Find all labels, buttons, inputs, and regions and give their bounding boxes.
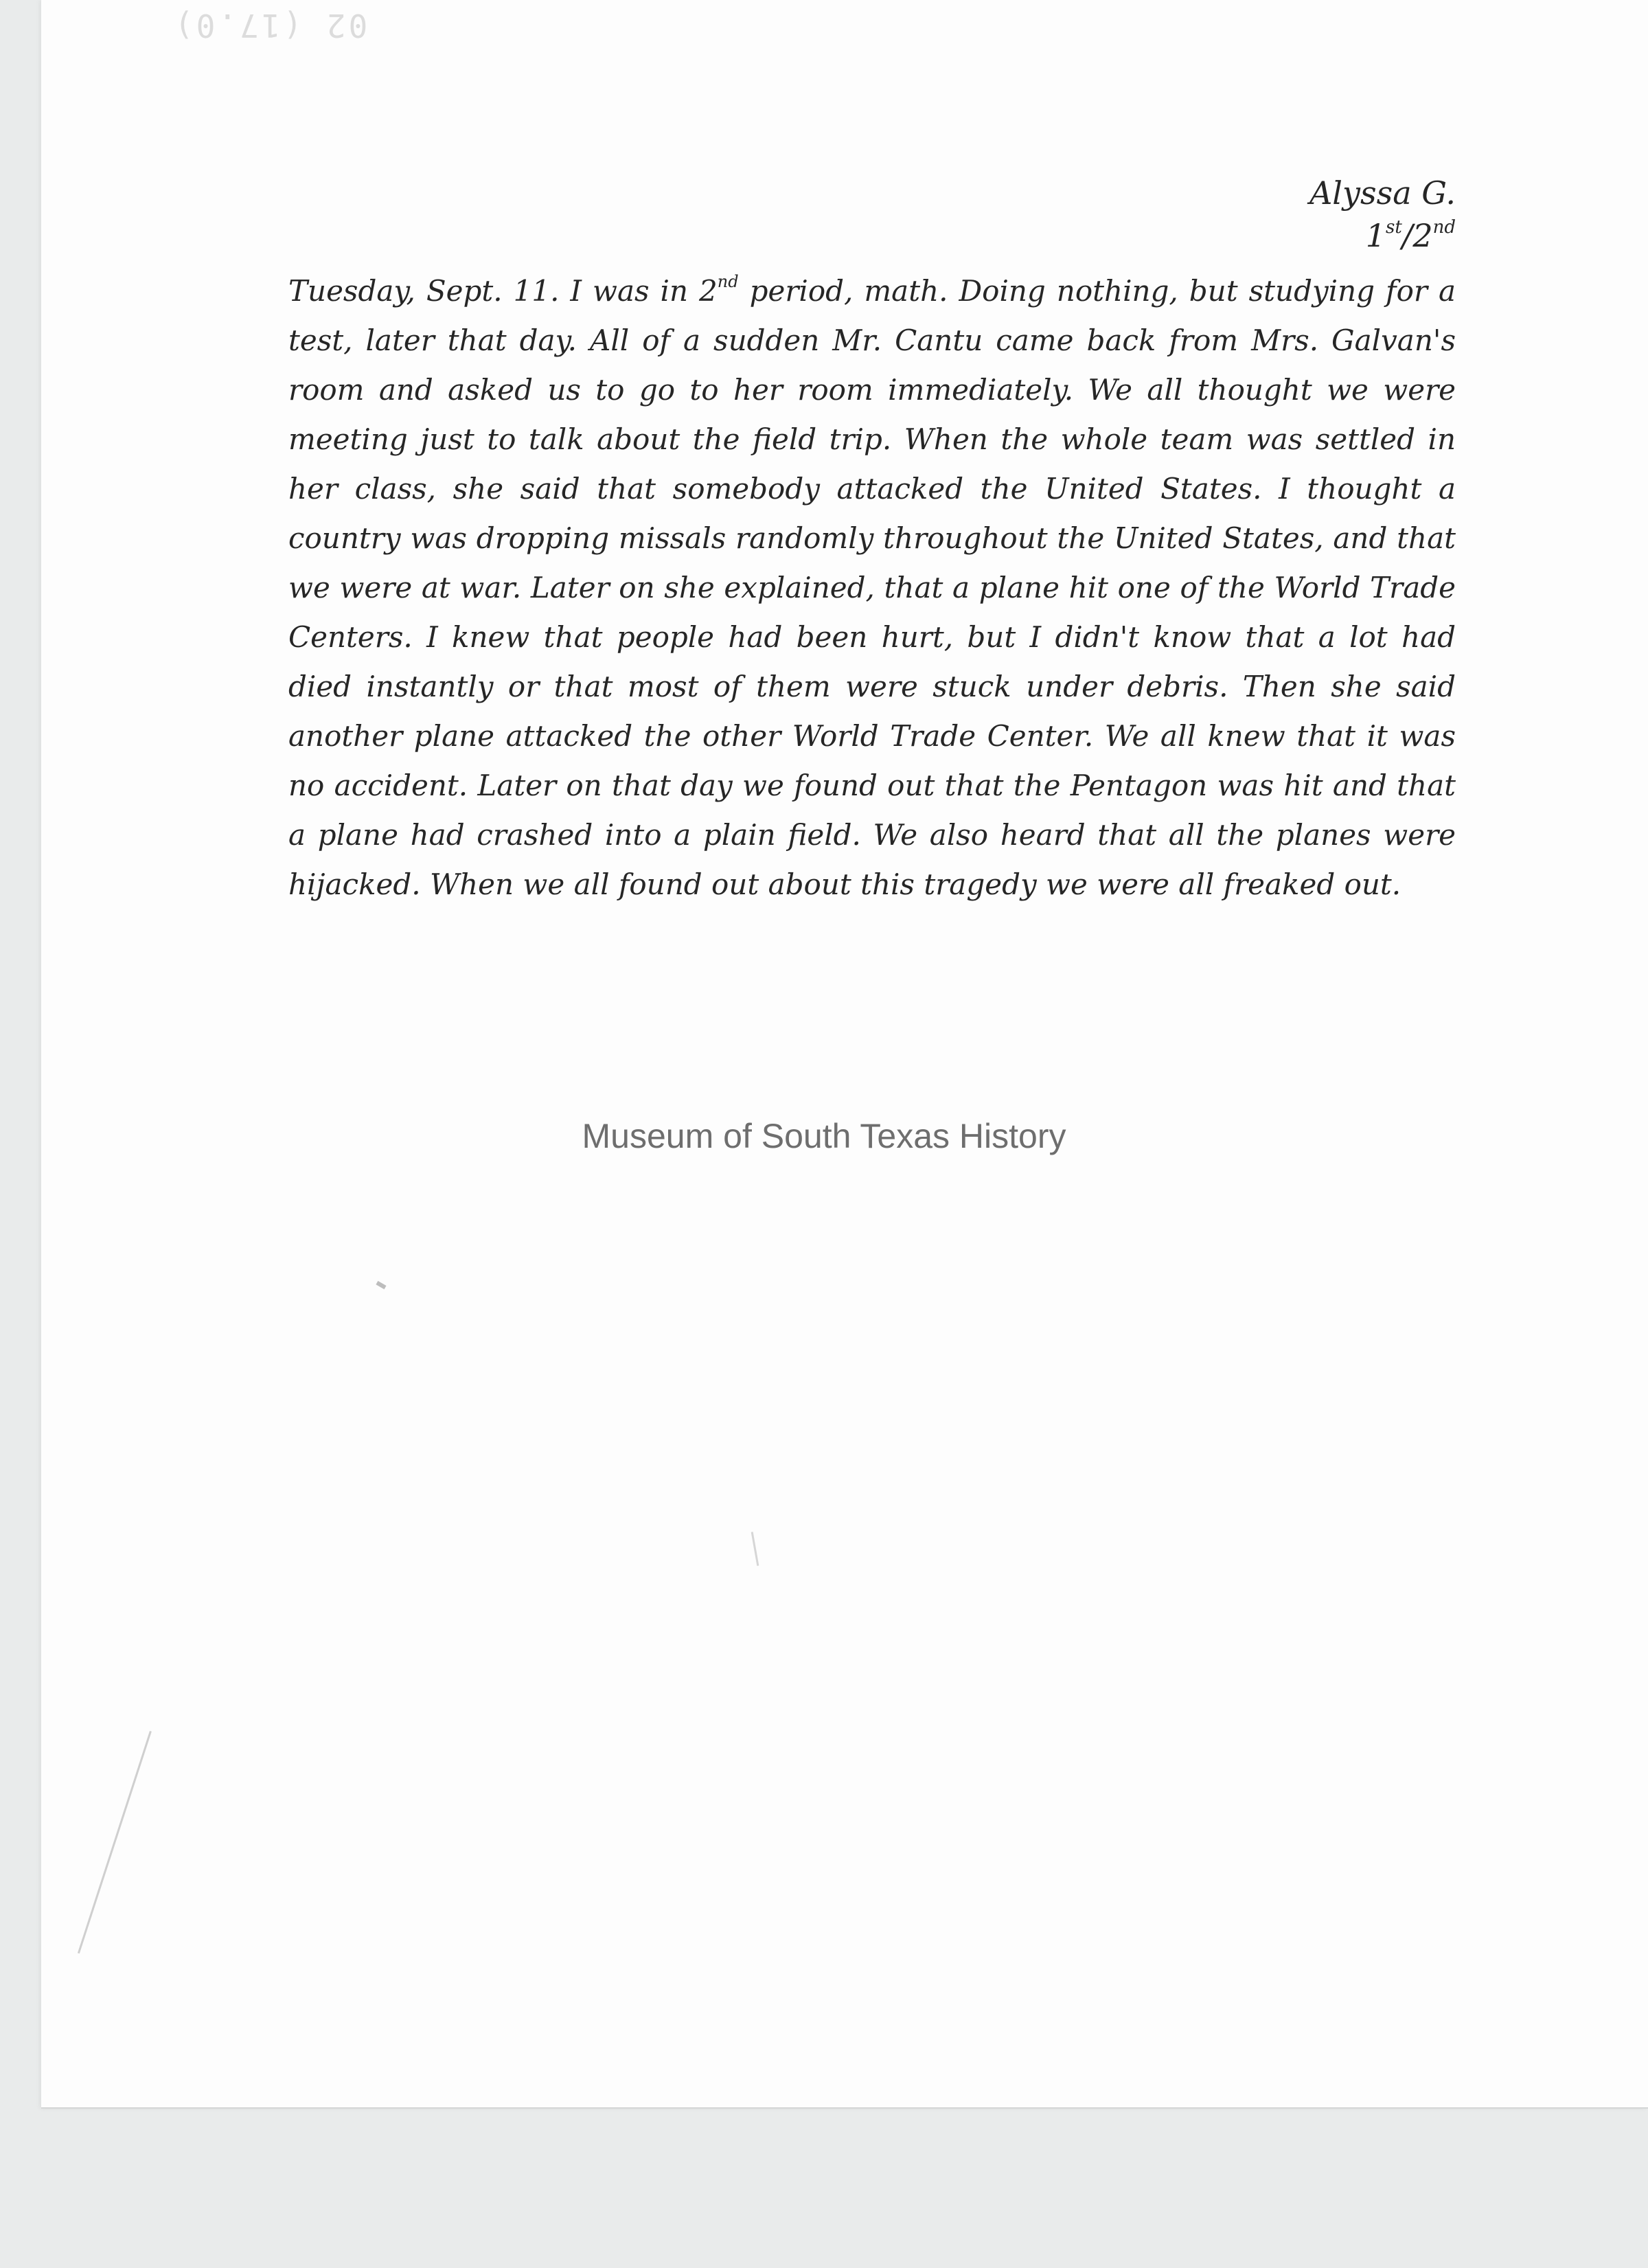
period-first-suffix: st: [1386, 217, 1402, 238]
ordinal-suffix: nd: [717, 272, 739, 291]
museum-watermark: Museum of South Texas History: [582, 1117, 1066, 1155]
period-first: 1: [1365, 217, 1386, 254]
essay-text: period, math. Doing nothing, but studying for a test, later that day. All of a sudden Mr. Cantu came back from Mrs. Galvan's room and asked us to go to her room immediately. We all thought we were meeting just to talk about the field trip. When the whole team was settled in her class, she said that somebody attacked the United States. I thought a country was dropping missals randomly throughout the United States, and that we were at war. Later on she explained, that a plane hit one of the World Trade Centers. I knew that people had been hurt, but I didn't know that a lot had died instantly or that most of them were stuck under debris. Then she said another plane attacked the other World Trade Center. We all knew that it was no accident. Later on that day we found out that the Pentagon was hit and that a plane had crashed into a plain field. We also heard that all the planes were hijacked. When we all found out about this tragedy we were all freaked out.: [288, 274, 1456, 901]
essay-body: [288, 267, 1456, 909]
student-header: [1309, 172, 1456, 257]
essay-opening: Tuesday, Sept. 11. I was in 2: [288, 274, 718, 308]
period-second-suffix: nd: [1432, 217, 1456, 238]
period-second: 2: [1412, 217, 1433, 254]
period-separator: /: [1401, 217, 1413, 254]
class-periods: [1309, 214, 1456, 257]
faint-pencil-mark: 02 (17.0): [172, 7, 368, 44]
student-name: Alyssa G.: [1309, 174, 1456, 212]
